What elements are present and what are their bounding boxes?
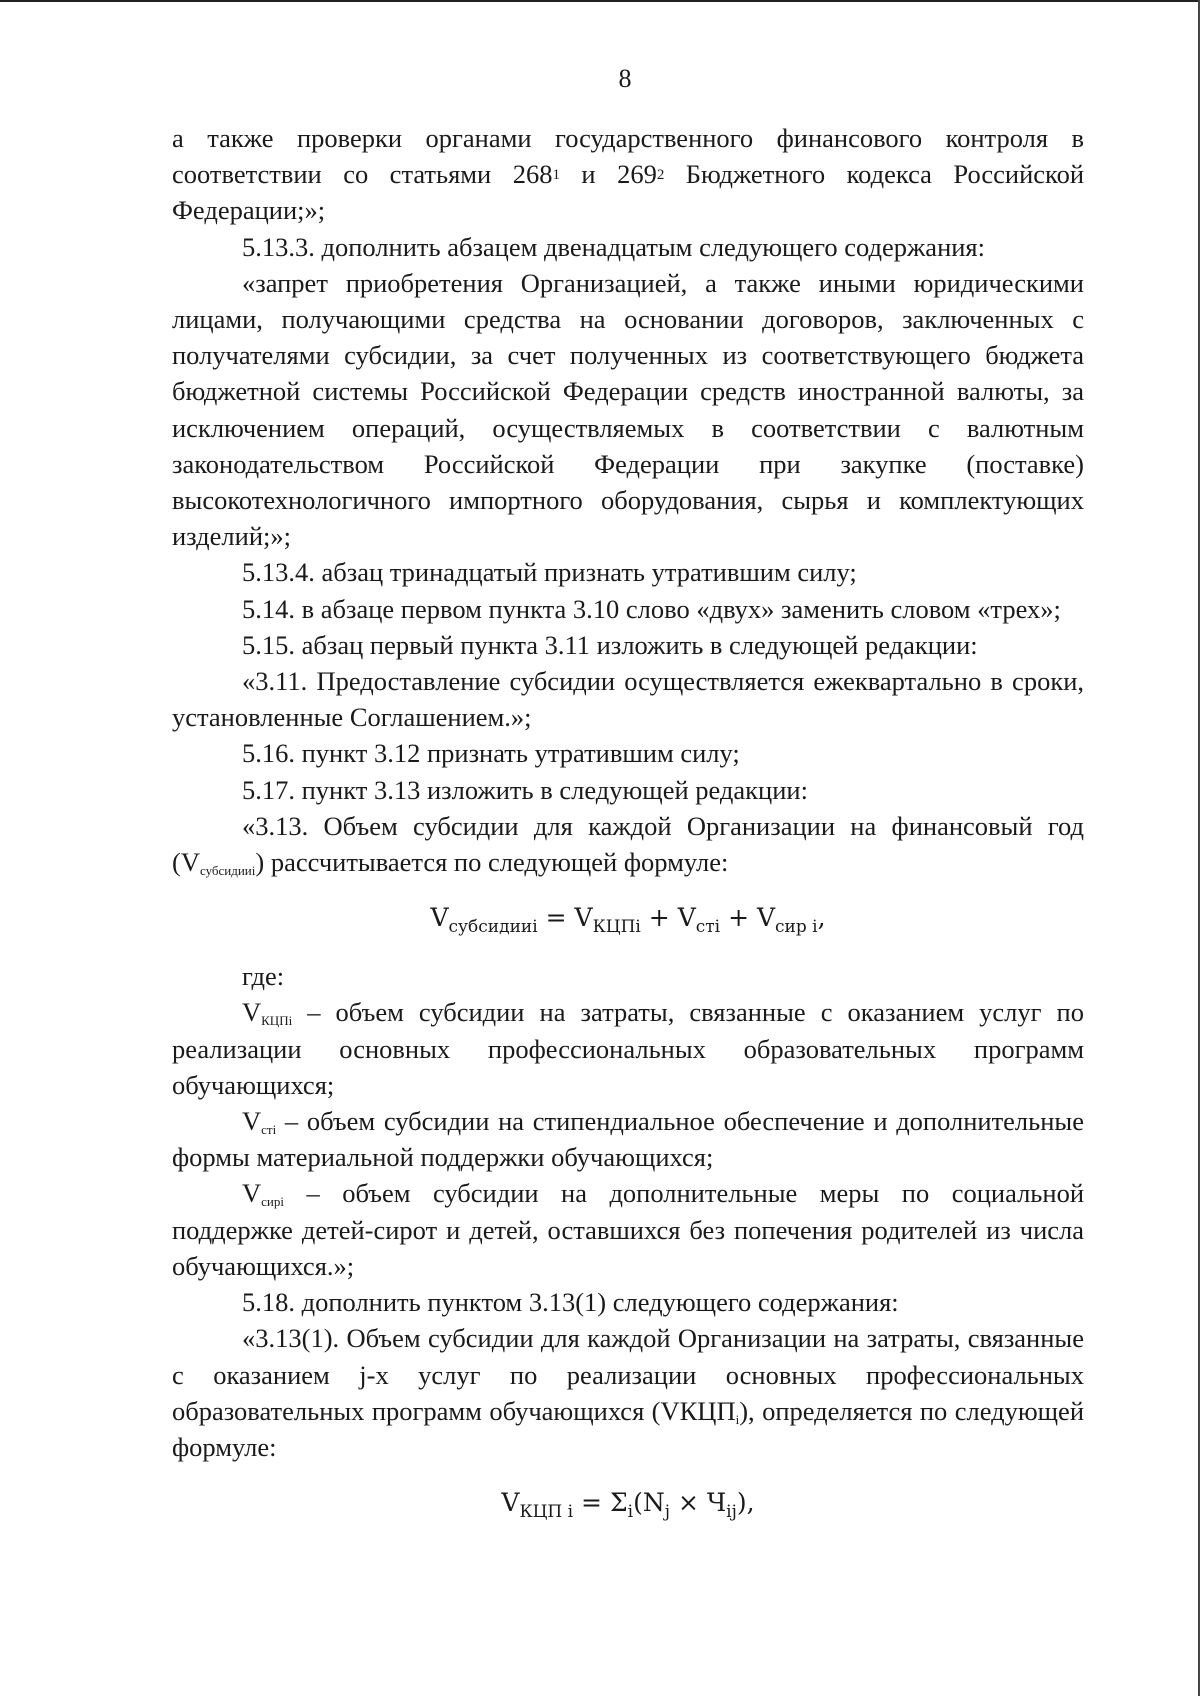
document-body (172, 120, 1084, 1543)
paragraph-5-13-4: 5.13.4. абзац тринадцатый признать утратившим силу; (242, 557, 857, 588)
paragraph-5-14: 5.14. в абзаце первом пункта 3.10 слово «двух» заменить словом «трех»; (242, 593, 1061, 624)
paragraph-5-17: 5.17. пункт 3.13 изложить в следующей редакции: (242, 774, 808, 805)
definition-vst: Vстi – объем субсидии на стипендиальное обеспечение и дополнительные формы материальной поддержки обучающихся; (172, 1106, 1084, 1173)
paragraph-3-13-1: «3.13(1). Объем субсидии для каждой Организации на затраты, связанные с оказанием j-х услуг по реализации основных профессиональных образовательных программ обучающихся (VКЦПi), определяется по следующей формуле: (172, 1323, 1084, 1462)
definition-vkcp: VКЦПi – объем субсидии на затраты, связанные с оказанием услуг по реализации основных профессиональных образовательных программ обучающихся; (172, 997, 1084, 1100)
definition-vsir: Vсирi – объем субсидии на дополнительные меры по социальной поддержке детей-сирот и детей, оставшихся без попечения родителей из числа обучающихся.»; (172, 1178, 1084, 1281)
paragraph-5-13-3: 5.13.3. дополнить абзацем двенадцатым следующего содержания: (242, 231, 985, 262)
paragraph-5-15: 5.15. абзац первый пункта 3.11 изложить в следующей редакции: (242, 629, 978, 660)
paragraph-3-11: «3.11. Предоставление субсидии осуществляется ежеквартально в сроки, установленные Соглашением.»; (172, 666, 1084, 733)
scan-edge-top (0, 0, 1200, 2)
formula-subsidy-total: $V_{субсидииi} = V_{КЦПi} + V_{стi} + V_{сир i}$, (430, 903, 826, 938)
paragraph-5-18: 5.18. дополнить пунктом 3.13(1) следующего содержания: (242, 1287, 899, 1318)
paragraph-currency-ban: «запрет приобретения Организацией, а также иными юридическими лицами, получающими средства на основании договоров, заключенных с получателями субсидии, за счет полученных из соответствующего бюджета бюджетной системы Российской Федерации средств иностранной валюты, за исключением операций, осуществляемых в соответствии с валютным законодательством Российской Федерации при закупке (поставке) высокотехнологичного импортного оборудования, сырья и комплектующих изделий;»; (172, 267, 1084, 552)
paragraph-where: где: (242, 961, 285, 992)
page-number: 8 (618, 64, 632, 93)
paragraph-5-16: 5.16. пункт 3.12 признать утратившим силу; (242, 738, 740, 769)
paragraph-1: а также проверки органами государственного финансового контроля в соответствии со статьями $268^1$ и $269^2$ Бюджетного кодекса Российской Федерации;»; (172, 123, 1084, 226)
paragraph-3-13: «3.13. Объем субсидии для каждой Организации на финансовый год (Vсубсидииi) рассчитывается по следующей формуле: (172, 810, 1084, 879)
formula-vkcp: $V_{КЦП i} = \Sigma_i(N_j \times Ч_{ij})$, (501, 1488, 755, 1523)
